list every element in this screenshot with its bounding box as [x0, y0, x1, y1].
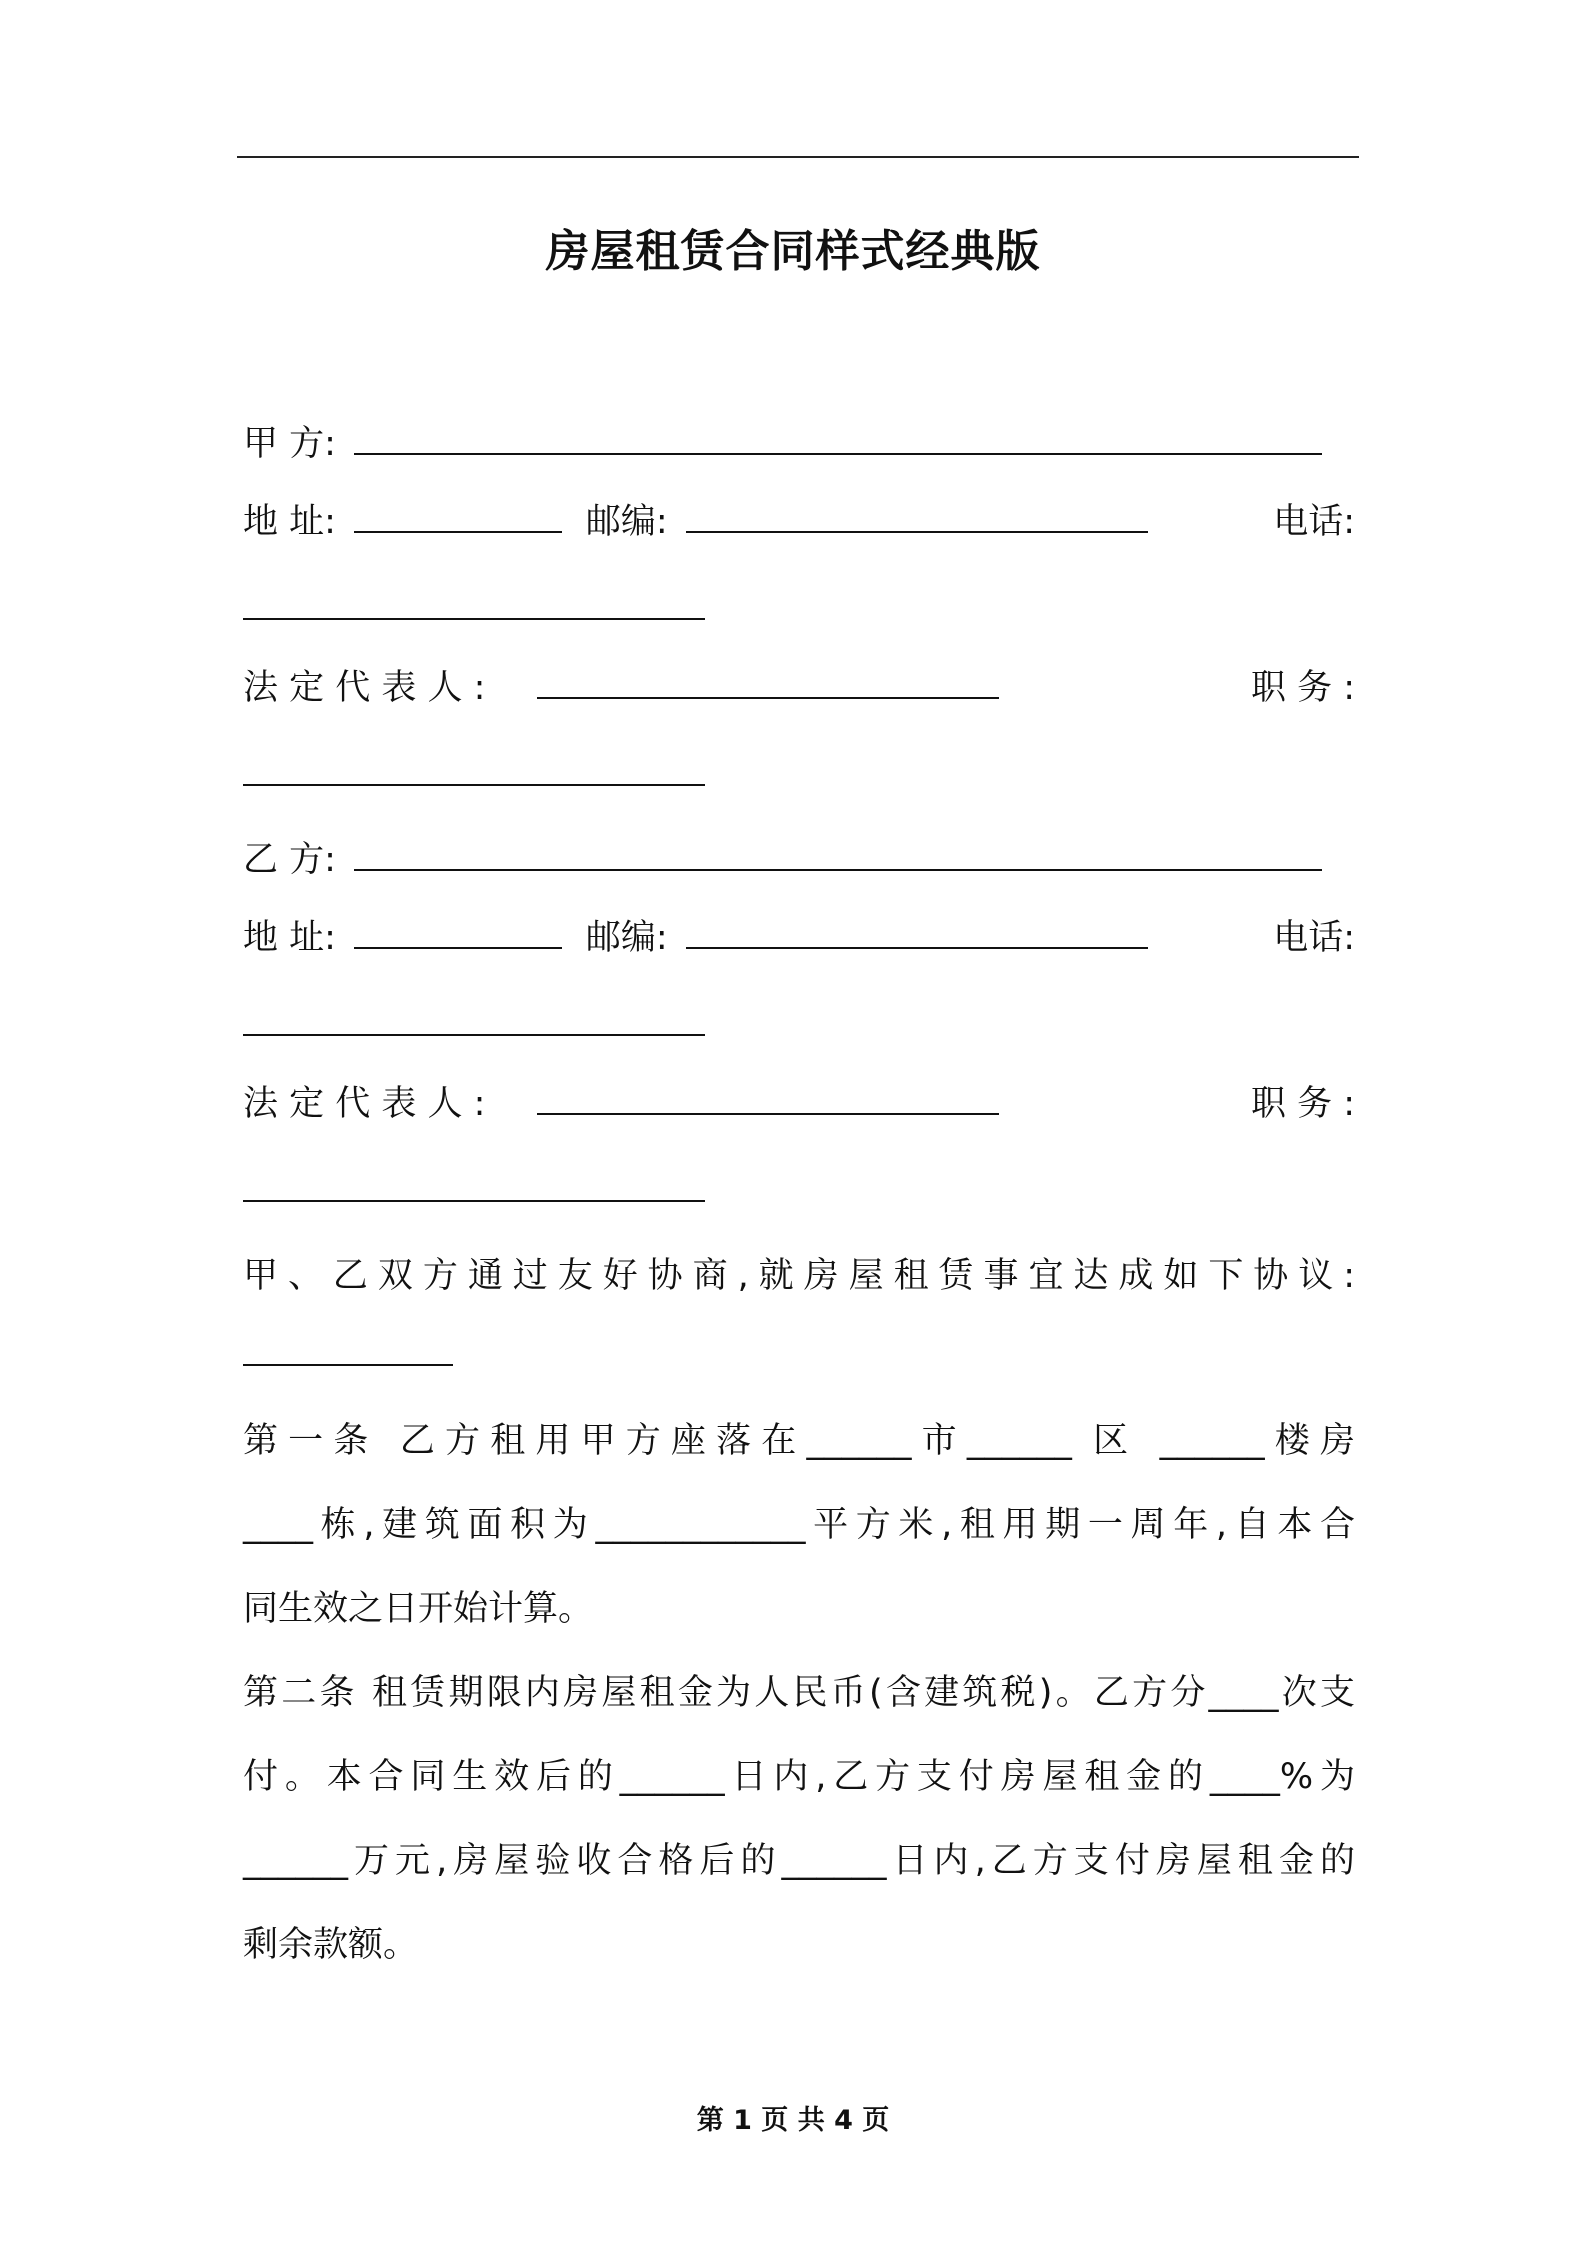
party-b-address-label: 地 址:: [243, 918, 336, 958]
article-1-line-1: 第一条 乙方租用甲方座落在______市______ 区 ______楼房: [243, 1421, 1355, 1461]
header-rule: [237, 156, 1359, 158]
intro-blank-line: [243, 1334, 1355, 1366]
party-b-rep-blank: [537, 1083, 999, 1115]
party-b-rep-label: 法 定 代 表 人 :: [243, 1084, 486, 1124]
party-b-postcode-label: 邮编:: [585, 918, 668, 958]
party-b-phone-blank: [243, 1004, 705, 1036]
party-b-phone-label: 电话:: [1273, 918, 1355, 958]
article-2-line-3: ______万元,房屋验收合格后的______日内,乙方支付房屋租金的: [243, 1841, 1355, 1881]
party-b-address-blank: [354, 917, 562, 949]
party-b-phone-line: [243, 1004, 1355, 1036]
party-a-line: [243, 420, 1355, 468]
party-a-position-blank: [243, 754, 705, 786]
party-a-position-line: [243, 754, 1355, 786]
article-2-line-4: 剩余款额。: [243, 1925, 419, 1965]
party-a-blank: [354, 423, 1322, 455]
party-a-rep-label: 法 定 代 表 人 :: [243, 668, 486, 708]
party-b-label: 乙 方:: [243, 840, 336, 880]
intro-paragraph: 甲、乙双方通过友好协商,就房屋租赁事宜达成如下协议:: [243, 1256, 1355, 1296]
document-title: 房屋租赁合同样式经典版: [545, 226, 1041, 277]
party-a-phone-blank: [243, 588, 705, 620]
party-a-rep-line: [243, 664, 1355, 712]
party-a-contact-line: [243, 498, 1355, 546]
party-a-rep-blank: [537, 667, 999, 699]
party-b-postcode-blank: [686, 917, 1148, 949]
party-a-address-label: 地 址:: [243, 502, 336, 542]
party-a-phone-line: [243, 588, 1355, 620]
party-a-position-label: 职 务 :: [1250, 668, 1355, 708]
party-a-phone-label: 电话:: [1273, 502, 1355, 542]
party-b-position-blank: [243, 1170, 705, 1202]
article-1-line-3: 同生效之日开始计算。: [243, 1589, 594, 1629]
article-1-line-2: ____栋,建筑面积为____________平方米,租用期一周年,自本合: [243, 1505, 1355, 1545]
party-a-address-blank: [354, 501, 562, 533]
party-b-position-line: [243, 1170, 1355, 1202]
party-b-position-label: 职 务 :: [1250, 1084, 1355, 1124]
intro-blank: [243, 1334, 453, 1366]
article-2-line-2: 付。本合同生效后的______日内,乙方支付房屋租金的____%为: [243, 1757, 1355, 1797]
page-footer: 第 1 页 共 4 页: [696, 2105, 890, 2136]
party-b-blank: [354, 839, 1322, 871]
party-a-postcode-blank: [686, 501, 1148, 533]
article-2-line-1: 第二条 租赁期限内房屋租金为人民币(含建筑税)。乙方分____次支: [243, 1673, 1355, 1713]
party-b-rep-line: [243, 1080, 1355, 1128]
party-a-postcode-label: 邮编:: [585, 502, 668, 542]
party-a-label: 甲 方:: [243, 424, 336, 464]
party-b-contact-line: [243, 914, 1355, 962]
party-b-line: [243, 836, 1355, 884]
